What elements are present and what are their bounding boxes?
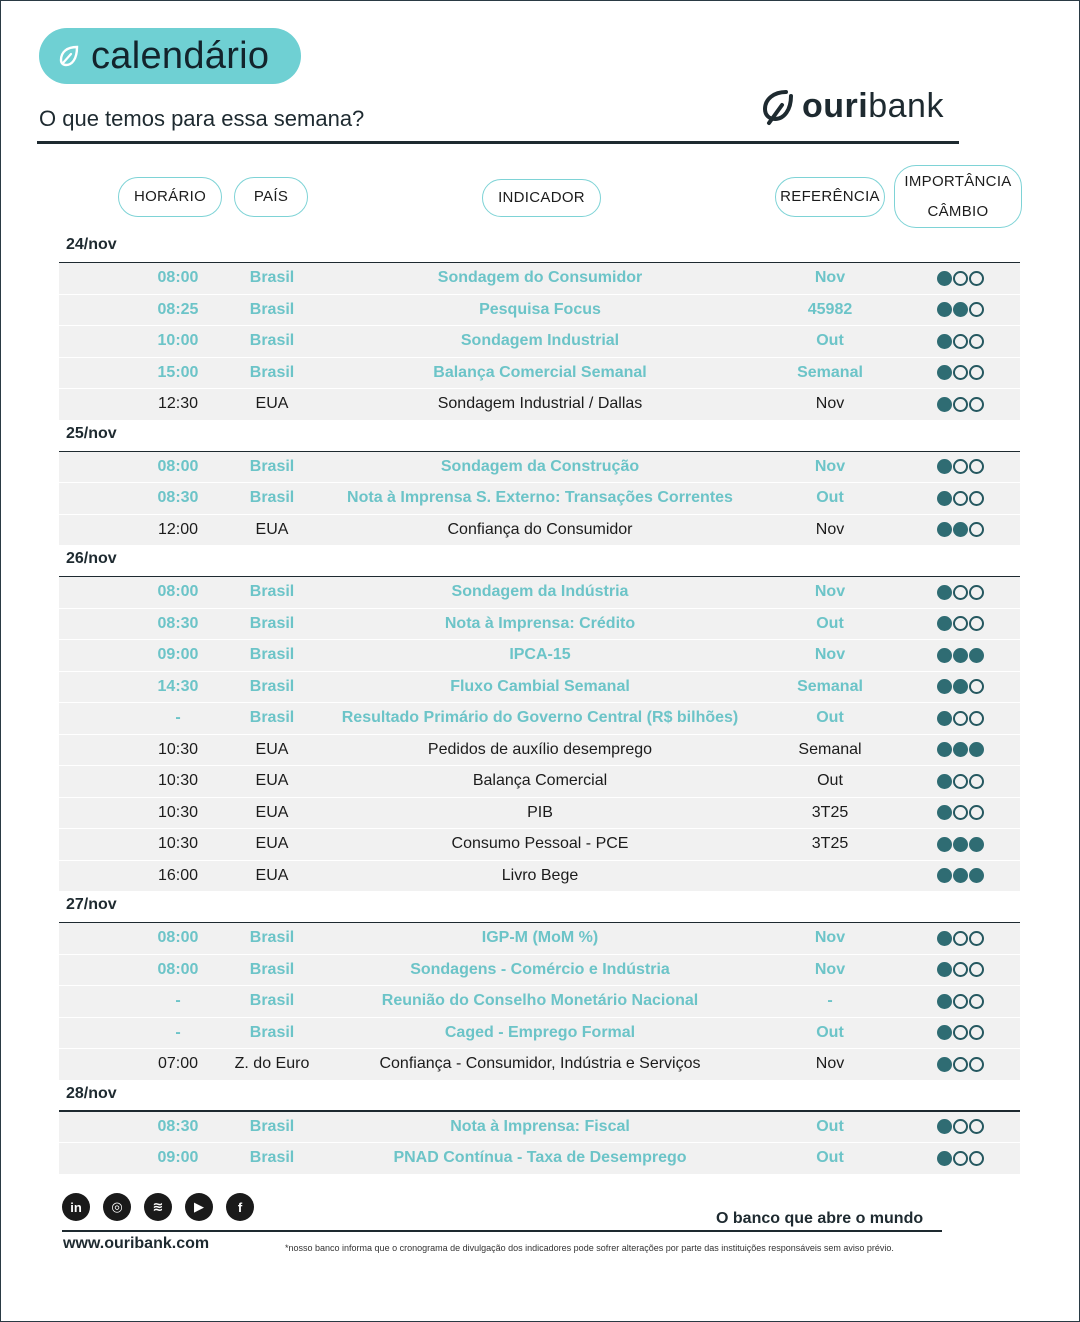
indicator-cell: Sondagem Industrial / Dallas [437,395,643,412]
reference-cell: Nov [814,457,846,475]
indicator-cell: Consumo Pessoal - PCE [451,835,629,852]
time-cell: 08:30 [157,489,199,506]
reference-cell: Semanal [797,363,863,381]
country-cell: Brasil [249,677,295,695]
country-cell: Brasil [249,929,295,946]
reference-cell: Out [816,709,844,726]
importance-dot-empty [969,522,984,537]
importance-dot-filled [937,742,952,757]
importance-rating [932,515,988,545]
country-cell: EUA [255,395,289,412]
time-cell: 08:00 [157,457,199,475]
day-header [59,1081,1020,1112]
reference-cell: Out [816,1023,844,1041]
reference-cell: 3T25 [811,803,849,821]
indicator-cell: Reunião do Conselho Monetário Nacional [381,992,699,1009]
importance-rating [932,452,988,482]
time-cell: 16:00 [157,866,199,884]
importance-dot-filled [937,1119,952,1134]
country-cell: Brasil [249,583,295,600]
importance-rating [932,263,988,293]
importance-dot-empty [953,491,968,506]
reference-cell: Nov [814,929,846,946]
reference-cell: Out [816,614,844,632]
table-row [59,295,1020,327]
table-row [59,703,1020,735]
importance-dot-filled [969,648,984,663]
importance-dot-filled [937,679,952,694]
time-cell: 09:00 [157,1149,199,1166]
table-row [59,609,1020,641]
reference-cell: Nov [814,269,846,286]
importance-dot-empty [969,774,984,789]
reference-cell: Semanal [798,740,862,758]
importance-dot-empty [969,585,984,600]
indicator-cell: Sondagens - Comércio e Indústria [410,960,670,978]
table-row [59,861,1020,893]
tagline: O banco que abre o mundo [716,1210,924,1227]
country-cell: Brasil [249,332,295,349]
column-header-time: HORÁRIO [118,177,222,217]
table-row [59,986,1020,1018]
importance-dot-filled [937,648,952,663]
time-cell: 14:30 [157,677,199,695]
importance-dot-filled [953,648,968,663]
importance-dot-empty [969,491,984,506]
importance-dot-filled [937,271,952,286]
instagram-icon[interactable]: ◎ [103,1193,131,1221]
column-header-importance [894,165,1022,228]
facebook-icon[interactable]: f [226,1193,254,1221]
table-row [59,955,1020,987]
country-cell: EUA [255,740,289,758]
importance-rating [932,986,988,1016]
importance-dot-filled [937,962,952,977]
importance-dot-filled [937,837,952,852]
country-cell: Brasil [249,646,295,663]
day-header [59,892,1020,923]
importance-dot-empty [969,365,984,380]
importance-dot-empty [953,962,968,977]
day-label: 27/nov [66,896,117,913]
reference-cell: Nov [814,960,846,978]
day-label: 25/nov [66,424,117,442]
time-cell: 07:00 [157,1055,199,1072]
reference-cell: Out [816,332,844,349]
time-cell: 10:30 [157,803,199,821]
table-row [59,1143,1020,1175]
brand-logo [760,86,944,126]
day-header [59,232,1020,263]
importance-dot-empty [969,459,984,474]
importance-dot-filled [937,397,952,412]
table-row [59,389,1020,421]
table-row [59,452,1020,484]
table-row [59,672,1020,704]
country-cell: Brasil [249,1149,295,1166]
time-cell: 08:00 [157,960,199,978]
page-subtitle: O que temos para essa semana? [39,106,365,131]
importance-dot-filled [937,1057,952,1072]
column-header-importance-line2: CÂMBIO [927,202,989,220]
importance-dot-filled [953,868,968,883]
day-label: 26/nov [66,550,117,567]
time-cell: 15:00 [157,363,199,381]
importance-dot-empty [953,459,968,474]
importance-rating [932,295,988,325]
reference-cell: Out [816,489,844,506]
reference-cell: Nov [815,1055,845,1072]
indicator-cell: Confiança do Consumidor [447,520,633,538]
day-header [59,546,1020,577]
table-row [59,263,1020,295]
time-cell: 08:00 [157,929,199,946]
importance-dot-empty [969,805,984,820]
importance-dot-filled [953,302,968,317]
brand-name: ouribank [802,86,944,125]
importance-dot-empty [953,1057,968,1072]
importance-dot-filled [937,302,952,317]
column-header-country: PAÍS [234,177,308,217]
importance-dot-empty [953,774,968,789]
page-title: calendário [91,34,270,77]
day-header [59,421,1020,452]
importance-dot-empty [953,271,968,286]
calendar-table [59,232,1020,1175]
importance-dot-filled [937,365,952,380]
importance-rating [932,923,988,953]
country-cell: EUA [255,866,289,884]
indicator-cell: Pesquisa Focus [479,300,601,318]
country-cell: Brasil [249,269,295,286]
country-cell: Brasil [249,614,295,632]
table-row [59,515,1020,547]
importance-dot-filled [937,711,952,726]
country-cell: Brasil [249,1117,295,1135]
time-cell: 08:25 [157,300,199,318]
importance-dot-filled [937,1151,952,1166]
importance-dot-filled [969,868,984,883]
table-row [59,798,1020,830]
indicator-cell: IPCA-15 [509,646,571,663]
table-row [59,1112,1020,1144]
reference-cell: Out [817,772,843,789]
indicator-cell: Livro Bege [501,866,579,884]
importance-rating [932,577,988,607]
indicator-cell: Caged - Emprego Formal [444,1023,636,1041]
time-cell: - [175,992,181,1009]
leaf-icon [55,42,83,70]
importance-dot-empty [969,1025,984,1040]
importance-dot-empty [969,962,984,977]
country-cell: Brasil [249,992,295,1009]
indicator-cell: Sondagem Industrial [460,332,620,349]
time-cell: 10:00 [157,332,199,349]
disclaimer: *nosso banco informa que o cronograma de divulgação dos indicadores pode sofrer alterações por parte das instituições responsáveis sem aviso prévio. [285,1243,894,1253]
indicator-cell: Sondagem da Indústria [451,583,629,600]
importance-dot-empty [953,585,968,600]
linkedin-icon[interactable]: in [62,1193,90,1221]
day-label: 28/nov [66,1084,117,1102]
country-cell: Z. do Euro [234,1055,310,1072]
column-header-indicator: INDICADOR [482,179,601,217]
table-row [59,1018,1020,1050]
table-row [59,735,1020,767]
time-cell: 08:30 [157,614,199,632]
table-row [59,577,1020,609]
importance-dot-filled [937,585,952,600]
table-row [59,326,1020,358]
importance-dot-empty [969,1119,984,1134]
column-header-reference: REFERÊNCIA [775,177,885,217]
indicator-cell: Fluxo Cambial Semanal [450,677,630,695]
country-cell: Brasil [249,960,295,978]
country-cell: Brasil [249,300,295,318]
table-row [59,358,1020,390]
importance-rating [932,1112,988,1142]
indicator-cell: PIB [527,803,553,821]
ouribank-logo-icon [760,86,796,126]
calendar-title-pill [39,28,301,84]
time-cell: 10:30 [157,740,199,758]
table-row [59,483,1020,515]
reference-cell: Semanal [797,677,863,695]
importance-dot-filled [937,805,952,820]
footer-divider [62,1230,942,1232]
time-cell: 12:30 [157,395,199,412]
importance-dot-filled [937,1025,952,1040]
importance-dot-empty [953,397,968,412]
importance-dot-empty [969,1057,984,1072]
indicator-cell: Balança Comercial [472,772,608,789]
column-header-importance-line1: IMPORTÂNCIA [904,172,1012,190]
importance-dot-empty [953,805,968,820]
importance-rating [932,1018,988,1048]
importance-dot-empty [969,334,984,349]
importance-dot-filled [969,742,984,757]
importance-dot-empty [969,397,984,412]
importance-dot-empty [953,365,968,380]
indicator-cell: PNAD Contínua - Taxa de Desemprego [393,1149,687,1166]
indicator-cell: Confiança - Consumidor, Indústria e Serviços [379,1055,701,1072]
importance-rating [932,1143,988,1173]
importance-dot-empty [953,1119,968,1134]
importance-dot-empty [969,994,984,1009]
website-link[interactable]: www.ouribank.com [63,1235,210,1252]
importance-dot-filled [937,868,952,883]
importance-rating [932,326,988,356]
reference-cell: - [827,992,833,1009]
reference-cell: Nov [815,520,845,538]
reference-cell: Out [816,1117,844,1135]
reference-cell: 3T25 [811,835,849,852]
importance-dot-empty [953,616,968,631]
importance-dot-empty [969,679,984,694]
importance-dot-filled [969,837,984,852]
indicator-cell: IGP-M (MoM %) [481,929,599,946]
country-cell: EUA [255,520,289,538]
table-row [59,766,1020,798]
time-cell: - [175,1023,181,1041]
day-label: 24/nov [66,236,117,253]
indicator-cell: Sondagem da Construção [440,457,640,475]
importance-rating [932,798,988,828]
importance-dot-empty [969,271,984,286]
importance-rating [932,861,988,891]
indicator-cell: Resultado Primário do Governo Central (R$ bilhões) [341,709,739,726]
country-cell: Brasil [249,489,295,506]
country-cell: EUA [255,772,289,789]
table-row [59,640,1020,672]
time-cell: - [175,709,181,726]
time-cell: 10:30 [157,772,199,789]
importance-dot-filled [937,522,952,537]
indicator-cell: Nota à Imprensa S. Externo: Transações Correntes [347,489,733,506]
time-cell: 08:00 [157,583,199,600]
importance-rating [932,358,988,388]
importance-rating [932,483,988,513]
time-cell: 09:00 [157,646,199,663]
reference-cell: Nov [814,646,846,663]
importance-dot-filled [937,491,952,506]
time-cell: 08:00 [157,269,199,286]
time-cell: 08:30 [157,1117,199,1135]
importance-rating [932,672,988,702]
importance-rating [932,609,988,639]
importance-rating [932,735,988,765]
header-divider [37,141,959,144]
importance-rating [932,766,988,796]
country-cell: Brasil [249,709,295,726]
reference-cell: Nov [814,583,846,600]
importance-dot-empty [969,1151,984,1166]
indicator-cell: Balança Comercial Semanal [433,363,647,381]
importance-rating [932,955,988,985]
table-row [59,1049,1020,1081]
importance-dot-empty [969,302,984,317]
indicator-cell: Sondagem do Consumidor [437,269,643,286]
country-cell: EUA [255,803,289,821]
importance-rating [932,389,988,419]
importance-dot-filled [953,679,968,694]
indicator-cell: Nota à Imprensa: Crédito [444,614,636,632]
reference-cell: Out [816,1149,844,1166]
importance-rating [932,640,988,670]
social-links [62,1193,267,1221]
indicator-cell: Pedidos de auxílio desemprego [427,740,653,758]
country-cell: Brasil [249,363,295,381]
importance-dot-filled [937,931,952,946]
spotify-icon[interactable]: ≋ [144,1193,172,1221]
importance-dot-empty [969,711,984,726]
importance-dot-empty [953,334,968,349]
importance-dot-filled [937,774,952,789]
importance-dot-filled [953,837,968,852]
importance-dot-filled [953,522,968,537]
time-cell: 10:30 [157,835,199,852]
importance-dot-filled [937,334,952,349]
importance-dot-empty [953,1025,968,1040]
importance-dot-empty [953,994,968,1009]
importance-dot-empty [953,1151,968,1166]
importance-dot-filled [953,742,968,757]
importance-dot-empty [953,711,968,726]
importance-dot-filled [937,994,952,1009]
country-cell: Brasil [249,457,295,475]
importance-dot-empty [969,616,984,631]
country-cell: EUA [255,835,289,852]
country-cell: Brasil [249,1023,295,1041]
youtube-icon[interactable]: ▶ [185,1193,213,1221]
importance-dot-filled [937,616,952,631]
importance-dot-empty [969,931,984,946]
time-cell: 12:00 [157,520,199,538]
importance-rating [932,829,988,859]
importance-rating [932,703,988,733]
importance-dot-filled [937,459,952,474]
table-row [59,829,1020,861]
reference-cell: Nov [815,395,845,412]
reference-cell: 45982 [807,300,853,318]
table-row [59,923,1020,955]
indicator-cell: Nota à Imprensa: Fiscal [450,1117,630,1135]
importance-rating [932,1049,988,1079]
importance-dot-empty [953,931,968,946]
